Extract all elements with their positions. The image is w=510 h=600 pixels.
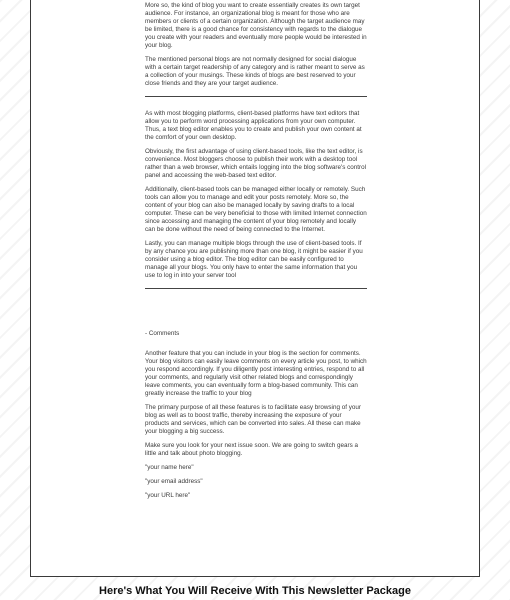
doc-paragraph: The mentioned personal blogs are not normally designed for social dialogue with a certain target readership of any category and is rather meant to serve as a collection of your musings. These kinds of blogs are best reserved to your close friends and they are your target audience. bbox=[145, 56, 365, 87]
doc-paragraph: Additionally, client-based tools can be managed either locally or remotely. Such tools can allow you to manage and edit your posts remotely. More so, the content of your blog can also be managed locally by saving drafts to a local computer. These can be very beneficial to those with limited Internet connection since accessing and managing the content of your blog remotely and locally can be done without the need of being connected to the Internet. bbox=[145, 186, 367, 233]
doc-paragraph: Obviously, the first advantage of using client-based tools, like the text editor, is convenience. Most bloggers choose to publish their work with a desktop tool rather than a web browser, which entails logging into the blog software's control panel and accessing the web-based text editor. bbox=[145, 148, 367, 179]
doc-paragraph: Make sure you look for your next issue soon. We are going to switch gears a little and talk about photo blogging. bbox=[145, 442, 359, 457]
doc-paragraph: Lastly, you can manage multiple blogs through the use of client-based tools. If by any chance you are publishing more than one blog, it might be easier if you consider using a blog editor. The blog editor can be easily configured to manage all your blogs. You only have to enter the same information that you use to log in into your server tool bbox=[145, 240, 363, 279]
signature-name: "your name here" bbox=[145, 464, 194, 471]
doc-paragraph: As with most blogging platforms, client-based platforms have text editors that allow you to perform word processing applications from your own computer. Thus, a text blog editor enables you to create and publish your own content at the comfort of your own desktop. bbox=[145, 110, 362, 141]
doc-paragraph: More so, the kind of blog you want to create essentially creates its own target audience. For instance, an organizational blog is meant for those who are members or clients of a certain organization. Although the target audience may be limited, there is a good chance for consistency with regards to the dialogue you create with your readers and eventually more people would be interested in your blog. bbox=[145, 2, 367, 49]
section-divider bbox=[145, 96, 367, 97]
section-heading: - Comments bbox=[145, 330, 180, 337]
package-heading: Here's What You Will Receive With This Newsletter Package bbox=[99, 585, 411, 597]
section-divider bbox=[145, 288, 367, 289]
doc-paragraph: Another feature that you can include in your blog is the section for comments. Your blog visitors can easily leave comments on every article you post, to which you respond accordingly. If you diligently post interesting entries, respond to all your comments, and regularly visit other related blogs and correspondingly leave comments, you can eventually form a blog-based community. This can greatly increase the traffic to your blog bbox=[145, 350, 367, 397]
signature-url: "your URL here" bbox=[145, 492, 191, 499]
signature-email: "your email address" bbox=[145, 478, 203, 485]
doc-paragraph: The primary purpose of all these features is to facilitate easy browsing of your blog as well as to boost traffic, thereby increasing the exposure of your products and services, which can be converted into sales. All these can make your blogging a big success. bbox=[145, 404, 361, 435]
newsletter-document bbox=[145, 2, 367, 506]
